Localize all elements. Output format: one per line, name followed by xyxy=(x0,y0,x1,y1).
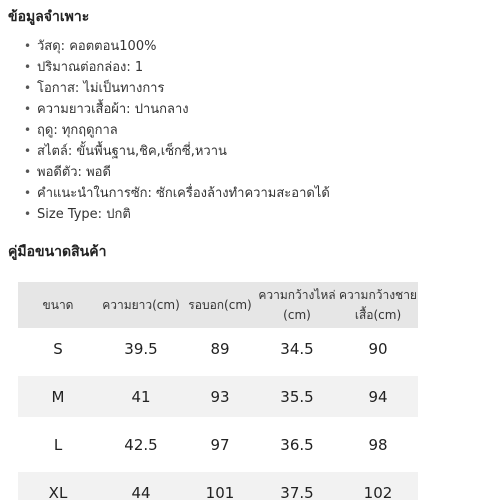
bullet-icon: • xyxy=(24,144,32,158)
cell-size: S xyxy=(18,328,98,369)
cell-shoulder: 34.5 xyxy=(256,328,338,369)
cell-length: 41 xyxy=(98,376,184,417)
row-gap xyxy=(18,417,418,424)
cell-shoulder: 35.5 xyxy=(256,376,338,417)
gap-cell xyxy=(18,369,418,376)
cell-size: XL xyxy=(18,472,98,500)
header-length: ความยาว(cm) xyxy=(98,282,184,328)
row-gap xyxy=(18,465,418,472)
spec-item-care xyxy=(24,183,330,204)
spec-text: ปริมาณต่อกล่อง: 1 xyxy=(37,60,144,75)
table-row xyxy=(18,424,418,465)
spec-text: ความยาวเสื้อผ้า: ปานกลาง xyxy=(37,102,189,117)
bullet-icon: • xyxy=(24,102,32,116)
size-guide-title: คู่มือขนาดสินค้า xyxy=(8,244,107,260)
table-row xyxy=(18,376,418,417)
cell-length: 44 xyxy=(98,472,184,500)
spec-text: วัสดุ: คอตตอน100% xyxy=(37,39,157,54)
header-hem: ความกว้างชายเสื้อ(cm) xyxy=(338,282,418,328)
table-row xyxy=(18,328,418,369)
cell-chest: 89 xyxy=(184,328,256,369)
header-shoulder: ความกว้างไหล่ (cm) xyxy=(256,282,338,328)
cell-chest: 93 xyxy=(184,376,256,417)
cell-shoulder: 36.5 xyxy=(256,424,338,465)
cell-shoulder: 37.5 xyxy=(256,472,338,500)
spec-item-material xyxy=(24,36,330,57)
cell-hem: 94 xyxy=(338,376,418,417)
cell-chest: 97 xyxy=(184,424,256,465)
specifications-title: ข้อมูลจำเพาะ xyxy=(8,9,90,25)
spec-item-size-type xyxy=(24,204,330,225)
cell-length: 39.5 xyxy=(98,328,184,369)
table-row xyxy=(18,472,418,500)
spec-item-occasion xyxy=(24,78,330,99)
gap-cell xyxy=(18,417,418,424)
spec-item-quantity xyxy=(24,57,330,78)
specifications-list xyxy=(24,36,330,225)
spec-text: โอกาส: ไม่เป็นทางการ xyxy=(37,81,165,96)
cell-size: L xyxy=(18,424,98,465)
bullet-icon: • xyxy=(24,186,32,200)
spec-text: Size Type: ปกติ xyxy=(37,207,131,222)
spec-text: ฤดู: ทุกฤดูกาล xyxy=(37,123,118,138)
cell-length: 42.5 xyxy=(98,424,184,465)
spec-item-length xyxy=(24,99,330,120)
spec-item-season xyxy=(24,120,330,141)
row-gap xyxy=(18,369,418,376)
size-guide-table xyxy=(18,282,418,500)
header-size: ขนาด xyxy=(18,282,98,328)
bullet-icon: • xyxy=(24,39,32,53)
bullet-icon: • xyxy=(24,165,32,179)
cell-chest: 101 xyxy=(184,472,256,500)
gap-cell xyxy=(18,465,418,472)
header-chest: รอบอก(cm) xyxy=(184,282,256,328)
cell-hem: 90 xyxy=(338,328,418,369)
bullet-icon: • xyxy=(24,207,32,221)
cell-hem: 98 xyxy=(338,424,418,465)
bullet-icon: • xyxy=(24,60,32,74)
table-header-row xyxy=(18,282,418,328)
bullet-icon: • xyxy=(24,81,32,95)
spec-item-style xyxy=(24,141,330,162)
spec-text: คำแนะนำในการซัก: ซักเครื่องล้างทำความสะอาดได้ xyxy=(37,186,330,201)
spec-item-fit xyxy=(24,162,330,183)
cell-size: M xyxy=(18,376,98,417)
spec-text: สไตล์: ขั้นพื้นฐาน,ชิค,เซ็กซี่,หวาน xyxy=(37,144,227,159)
spec-text: พอดีตัว: พอดี xyxy=(37,165,111,180)
bullet-icon: • xyxy=(24,123,32,137)
cell-hem: 102 xyxy=(338,472,418,500)
